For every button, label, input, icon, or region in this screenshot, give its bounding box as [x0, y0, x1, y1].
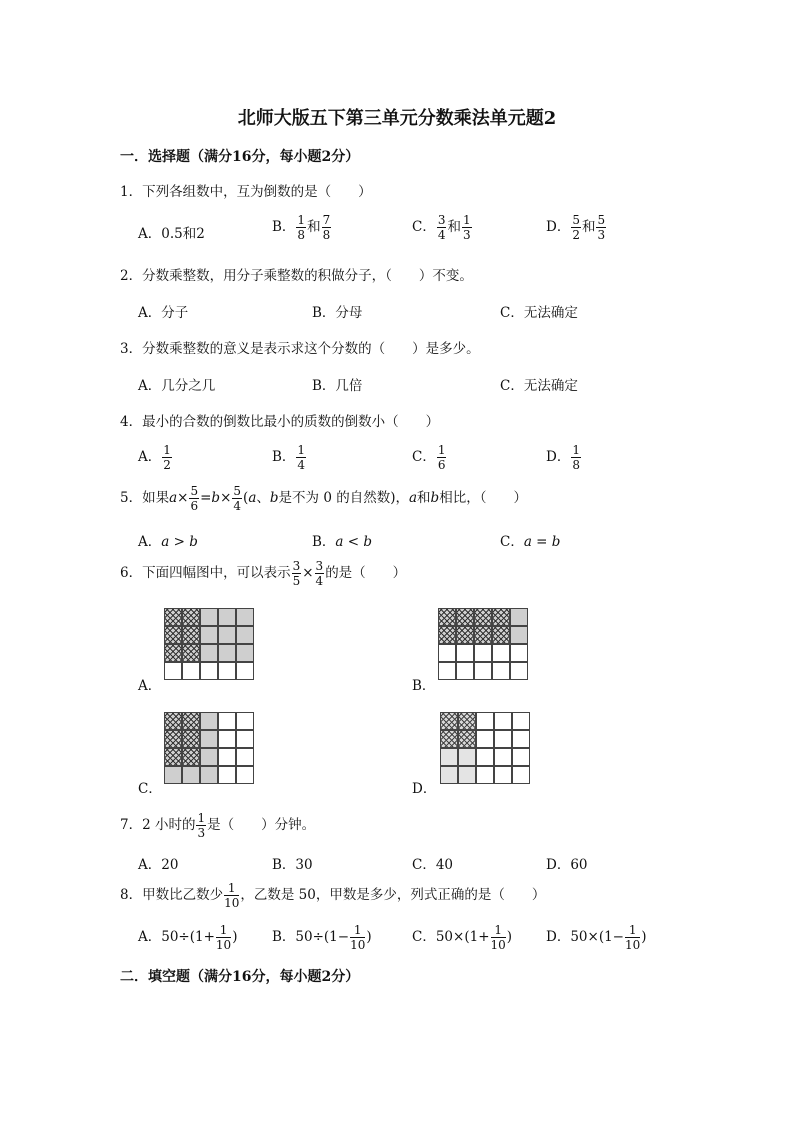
- fraction: $\frac{1}{8}$: [572, 443, 580, 472]
- grid-cell: [476, 766, 494, 784]
- option-label: C．: [412, 449, 436, 465]
- grid-cell: [164, 608, 182, 626]
- q8-option-a[interactable]: [138, 924, 237, 951]
- page-title: 北师大版五下第三单元分数乘法单元题2: [237, 108, 557, 129]
- q8-option-d[interactable]: [546, 924, 647, 951]
- q6-option-d[interactable]: D．: [412, 781, 437, 797]
- grid-cell: [236, 766, 254, 784]
- grid-cell: [494, 712, 512, 730]
- grid-cell: [438, 662, 456, 680]
- q6-figure-a[interactable]: [164, 608, 254, 680]
- fraction: $\frac{1}{3}$: [462, 213, 471, 242]
- fraction: $\frac{1}{6}$: [437, 443, 446, 472]
- question-6-text: 6．下面四幅图中，可以表示 $\frac{3}{5}$ × $\frac{3}{4}$ 的是（ ）: [120, 559, 407, 588]
- q3-option-c[interactable]: C．无法确定: [500, 378, 578, 394]
- grid-cell: [182, 712, 200, 730]
- grid-cell: [218, 712, 236, 730]
- q6-figure-c[interactable]: [164, 712, 254, 784]
- option-label: C．: [500, 534, 524, 550]
- grid-cell: [164, 712, 182, 730]
- q2-option-a[interactable]: A．分子: [138, 305, 189, 321]
- grid-cell: [200, 626, 218, 644]
- grid-cell: [440, 766, 458, 784]
- q1-option-c[interactable]: [412, 214, 473, 241]
- option-expression: 50×(1−: [570, 929, 624, 945]
- grid-cell: [182, 644, 200, 662]
- fraction: $\frac{1}{8}$: [297, 213, 306, 242]
- fraction: $\frac{5}{2}$: [572, 213, 580, 242]
- section-heading-choice: 一．选择题（满分16分，每小题2分）: [120, 149, 360, 165]
- grid-cell: [512, 712, 530, 730]
- grid-cell: [494, 748, 512, 766]
- fraction: $\frac{5}{3}$: [597, 213, 606, 242]
- grid-cell: [236, 644, 254, 662]
- grid-cell: [200, 644, 218, 662]
- grid-cell: [200, 662, 218, 680]
- option-expression: a < b: [335, 534, 373, 550]
- q6-option-c[interactable]: C．: [138, 781, 162, 797]
- q2-option-c[interactable]: C．无法确定: [500, 305, 578, 321]
- option-expression: a = b: [523, 534, 561, 550]
- grid-cell: [182, 730, 200, 748]
- q1-option-b[interactable]: [272, 214, 332, 241]
- fraction: $\frac{3}{4}$: [315, 559, 324, 588]
- grid-cell: [456, 662, 474, 680]
- grid-cell: [182, 748, 200, 766]
- grid-cell: [236, 608, 254, 626]
- grid-cell: [474, 644, 492, 662]
- fraction: $\frac{7}{8}$: [322, 213, 331, 242]
- fraction: $\frac{3}{4}$: [437, 213, 446, 242]
- q2-option-b[interactable]: B．分母: [312, 305, 363, 321]
- q6-option-a[interactable]: A．: [138, 678, 162, 694]
- option-label: D．: [546, 449, 571, 465]
- option-expression: 50÷(1−: [295, 929, 350, 945]
- grid-cell: [512, 748, 530, 766]
- grid-cell: [492, 662, 510, 680]
- conjunction: 和: [307, 219, 321, 235]
- grid-cell: [476, 730, 494, 748]
- option-label: C．: [412, 219, 436, 235]
- grid-cell: [494, 730, 512, 748]
- grid-cell: [200, 712, 218, 730]
- grid-cell: [438, 608, 456, 626]
- grid-cell: [200, 748, 218, 766]
- q7-option-d[interactable]: D．60: [546, 857, 588, 873]
- q4-option-c[interactable]: [412, 444, 447, 471]
- option-label: A．: [138, 449, 162, 465]
- q4-option-d[interactable]: [546, 444, 582, 471]
- grid-cell: [456, 608, 474, 626]
- grid-cell: [218, 748, 236, 766]
- conjunction: 和: [447, 219, 461, 235]
- grid-cell: [440, 712, 458, 730]
- grid-cell: [218, 730, 236, 748]
- option-label: B．: [312, 534, 336, 550]
- section-heading-fill-in: 二．填空题（满分16分，每小题2分）: [120, 969, 360, 985]
- grid-cell: [440, 730, 458, 748]
- grid-cell: [510, 608, 528, 626]
- grid-cell: [236, 730, 254, 748]
- q1-option-a[interactable]: A．0.5和2: [138, 226, 205, 242]
- grid-cell: [182, 626, 200, 644]
- grid-cell: [476, 712, 494, 730]
- fraction: $\frac{3}{5}$: [292, 559, 301, 588]
- fraction: $\frac{5}{4}$: [233, 484, 242, 513]
- grid-cell: [236, 662, 254, 680]
- q3-option-b[interactable]: B．几倍: [312, 378, 363, 394]
- q6-figure-d[interactable]: [440, 712, 530, 784]
- paren-close: ): [232, 929, 238, 945]
- q6-figure-b[interactable]: [438, 608, 528, 680]
- paren-close: ): [641, 929, 647, 945]
- grid-cell: [474, 626, 492, 644]
- grid-cell: [510, 644, 528, 662]
- conjunction: 和: [581, 219, 596, 235]
- grid-cell: [474, 608, 492, 626]
- fraction: $\frac{1}{10}$: [350, 923, 366, 952]
- grid-cell: [510, 626, 528, 644]
- grid-cell: [438, 626, 456, 644]
- grid-cell: [494, 766, 512, 784]
- question-3-text: 3．分数乘整数的意义是表示求这个分数的（ ）是多少。: [120, 341, 480, 357]
- grid-cell: [164, 730, 182, 748]
- grid-cell: [438, 644, 456, 662]
- grid-cell: [218, 626, 236, 644]
- grid-cell: [492, 644, 510, 662]
- q3-option-a[interactable]: A．几分之几: [138, 378, 216, 394]
- grid-cell: [476, 748, 494, 766]
- grid-cell: [456, 626, 474, 644]
- q6-option-b[interactable]: B．: [412, 678, 436, 694]
- grid-cell: [458, 748, 476, 766]
- grid-cell: [440, 748, 458, 766]
- q8-option-b[interactable]: [272, 924, 372, 951]
- question-4-text: 4．最小的合数的倒数比最小的质数的倒数小（ ）: [120, 414, 440, 430]
- q7-option-c[interactable]: C．40: [412, 857, 454, 873]
- grid-cell: [492, 626, 510, 644]
- grid-cell: [218, 644, 236, 662]
- grid-cell: [164, 626, 182, 644]
- grid-cell: [218, 662, 236, 680]
- grid-cell: [236, 712, 254, 730]
- grid-cell: [182, 766, 200, 784]
- option-expression: 50÷(1+: [161, 929, 215, 945]
- grid-cell: [236, 748, 254, 766]
- option-label: D．: [546, 219, 571, 235]
- q5-option-a[interactable]: [138, 530, 198, 550]
- option-expression: 50×(1+: [435, 929, 490, 945]
- option-label: B．: [272, 219, 296, 235]
- fraction: $\frac{1}{10}$: [224, 881, 240, 910]
- grid-cell: [458, 712, 476, 730]
- fraction: $\frac{1}{10}$: [215, 923, 232, 952]
- fraction: $\frac{1}{10}$: [490, 923, 506, 952]
- option-expression: a > b: [161, 534, 198, 550]
- q4-option-a[interactable]: [138, 444, 173, 471]
- grid-cell: [200, 608, 218, 626]
- grid-cell: [456, 644, 474, 662]
- grid-cell: [218, 766, 236, 784]
- grid-cell: [458, 730, 476, 748]
- option-label: B．: [272, 929, 296, 945]
- grid-cell: [512, 730, 530, 748]
- question-7-text: 7．2 小时的 $\frac{1}{3}$ 是（ ）分钟。: [120, 811, 316, 840]
- q1-option-d[interactable]: [546, 214, 607, 241]
- fraction: $\frac{1}{2}$: [163, 443, 171, 472]
- grid-cell: [474, 662, 492, 680]
- fraction: $\frac{1}{3}$: [197, 811, 206, 840]
- paren-close: ): [506, 929, 513, 945]
- paren-close: ): [366, 929, 372, 945]
- grid-cell: [164, 766, 182, 784]
- q8-option-c[interactable]: [412, 924, 512, 951]
- option-label: B．: [272, 449, 296, 465]
- grid-cell: [200, 766, 218, 784]
- grid-cell: [458, 766, 476, 784]
- q7-option-b[interactable]: B．30: [272, 857, 313, 873]
- grid-cell: [164, 662, 182, 680]
- q4-option-b[interactable]: [272, 444, 307, 471]
- option-label: A．: [138, 534, 162, 550]
- fraction: $\frac{5}{6}$: [190, 484, 199, 513]
- grid-cell: [164, 644, 182, 662]
- grid-cell: [510, 662, 528, 680]
- fraction: $\frac{1}{10}$: [625, 923, 641, 952]
- question-8-text: 8．甲数比乙数少 $\frac{1}{10}$ ，乙数是 50，甲数是多少，列式正确的是（ ）: [120, 881, 546, 910]
- question-5-text: 5．如果a× $\frac{5}{6}$ =b× $\frac{5}{4}$ (a、b是不为 0 的自然数)，a和b相比，（ ）: [120, 484, 527, 513]
- option-label: C．: [412, 929, 436, 945]
- option-label: A．: [138, 929, 162, 945]
- grid-cell: [218, 608, 236, 626]
- grid-cell: [182, 662, 200, 680]
- question-1-text: 1．下列各组数中，互为倒数的是（ ）: [120, 184, 372, 200]
- option-label: D．: [546, 929, 571, 945]
- grid-cell: [236, 626, 254, 644]
- question-2-text: 2．分数乘整数，用分子乘整数的积做分子，（ ）不变。: [120, 268, 473, 284]
- grid-cell: [200, 730, 218, 748]
- fraction: $\frac{1}{4}$: [297, 443, 306, 472]
- q5-option-b[interactable]: [312, 530, 372, 550]
- grid-cell: [512, 766, 530, 784]
- q5-option-c[interactable]: [500, 530, 560, 550]
- grid-cell: [182, 608, 200, 626]
- q7-option-a[interactable]: A．20: [138, 857, 179, 873]
- grid-cell: [164, 748, 182, 766]
- grid-cell: [492, 608, 510, 626]
